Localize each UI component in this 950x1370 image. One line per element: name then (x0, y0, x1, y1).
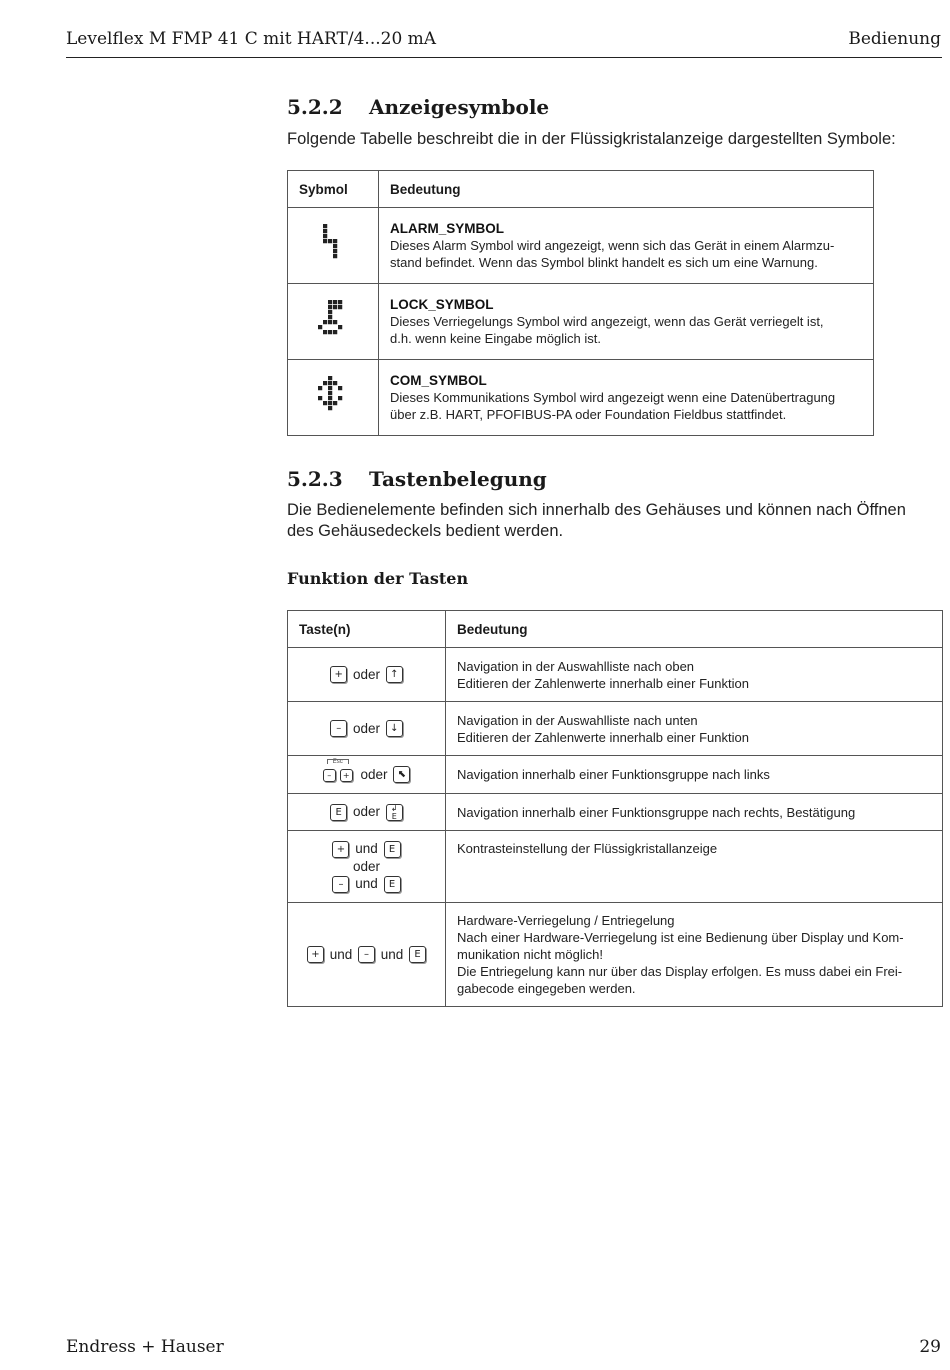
key-text-line: Editieren der Zahlenwerte innerhalb einer Funktion (457, 729, 749, 745)
plus-key-icon: + (330, 666, 347, 683)
keys-connector: oder (352, 804, 381, 820)
symbols-intro: Folgende Tabelle beschreibt die in der Flüssigkristalanzeige dargestellten Symbole: (287, 130, 896, 148)
table-row (288, 360, 874, 436)
keys-connector: oder (352, 666, 381, 682)
enter-key-icon: E (330, 804, 347, 821)
symbol-cell (288, 208, 379, 284)
table-row (288, 702, 943, 756)
key-description (446, 831, 943, 903)
enter-key-icon: E (384, 876, 401, 893)
section-title: Anzeigesymbole (369, 95, 550, 119)
symbol-cell (288, 284, 379, 360)
alarm-symbol-icon (318, 224, 348, 264)
back-key-icon: ⬉ (393, 766, 410, 783)
keys-connector: und (380, 946, 404, 962)
key-description (446, 702, 943, 756)
keys-table (287, 610, 943, 1007)
keys-cell (288, 794, 446, 831)
section-heading-522 (287, 95, 549, 119)
table-row (288, 903, 943, 1007)
table-row (288, 648, 943, 702)
plus-key-icon: + (332, 841, 349, 858)
key-text-line: gabecode eingegeben werden. (457, 981, 636, 996)
arrow-down-key-icon: ↓ (386, 720, 403, 737)
com-symbol-icon (317, 376, 349, 416)
key-text-line: Navigation in der Auswahlliste nach unten (457, 712, 698, 728)
table-header-row (288, 171, 874, 208)
section-number: 5.2.2 (287, 95, 343, 119)
footer-company: Endress + Hauser (66, 1337, 224, 1357)
symbol-name: ALARM_SYMBOL (390, 221, 504, 236)
keys-cell (288, 903, 446, 1007)
key-text-line: Hardware-Verriegelung / Entriegelung (457, 913, 675, 928)
symbol-description (379, 284, 874, 360)
symbol-name: COM_SYMBOL (390, 373, 487, 388)
arrow-up-key-icon: ↑ (386, 666, 403, 683)
table-row (288, 208, 874, 284)
keys-cell (288, 702, 446, 756)
keys-connector: oder (352, 859, 381, 874)
column-header-keys: Taste(n) (288, 611, 446, 648)
column-header-symbol: Sybmol (288, 171, 379, 208)
key-description (446, 794, 943, 831)
section-heading-523 (287, 467, 547, 491)
keys-cell (288, 648, 446, 702)
plus-key-icon: + (307, 946, 324, 963)
key-text-line: munikation nicht möglich! (457, 947, 603, 962)
subheading-key-functions: Funktion der Tasten (287, 569, 469, 588)
page-number: 29 (919, 1337, 941, 1357)
keys-connector: und (355, 841, 378, 857)
enter-confirm-key-icon: ↲ E (386, 804, 403, 821)
keys-connector: und (355, 876, 378, 891)
section-title: Tastenbelegung (369, 467, 547, 491)
key-combo-line (289, 875, 444, 893)
key-combo-line (289, 840, 444, 858)
minus-key-icon: – (330, 720, 347, 737)
symbol-name: LOCK_SYMBOL (390, 297, 494, 312)
running-header-section: Bedienung (848, 29, 941, 49)
symbol-text-line: Dieses Alarm Symbol wird angezeigt, wenn sich das Gerät in einem Alarmzu- (390, 238, 835, 253)
keys-cell (288, 756, 446, 794)
key-text-line: Navigation innerhalb einer Funktionsgruppe nach links (457, 767, 770, 782)
esc-label: Esc (332, 759, 343, 766)
symbol-text-line: Dieses Verriegelungs Symbol wird angezeigt, wenn das Gerät verriegelt ist, (390, 314, 824, 329)
enter-key-icon: E (384, 841, 401, 858)
esc-key-combo-icon (321, 759, 355, 783)
column-header-meaning: Bedeutung (379, 171, 874, 208)
keys-connector: oder (352, 720, 381, 736)
key-description (446, 756, 943, 794)
table-row (288, 794, 943, 831)
minus-key-icon: – (332, 876, 349, 893)
symbol-description (379, 360, 874, 436)
key-description (446, 648, 943, 702)
key-description (446, 903, 943, 1007)
running-header-title: Levelflex M FMP 41 C mit HART/4...20 mA (66, 29, 437, 49)
symbol-text-line: stand befindet. Wenn das Symbol blinkt handelt es sich um eine Warnung. (390, 255, 818, 270)
table-row (288, 756, 943, 794)
symbol-text-line: über z.B. HART, PFOFIBUS-PA oder Foundation Fieldbus stattfindet. (390, 407, 787, 422)
key-text-line: Die Entriegelung kann nur über das Display erfolgen. Es muss dabei ein Frei- (457, 964, 903, 979)
enter-key-icon: E (409, 946, 426, 963)
section-number: 5.2.3 (287, 467, 343, 491)
plus-key-icon: + (340, 769, 353, 782)
minus-key-icon: – (358, 946, 375, 963)
header-rule (66, 57, 942, 58)
symbol-text-line: d.h. wenn keine Eingabe möglich ist. (390, 331, 602, 346)
symbol-text-line: Dieses Kommunikations Symbol wird angezeigt wenn eine Datenübertragung (390, 390, 836, 405)
keys-connector: und (329, 946, 353, 962)
keys-connector: oder (360, 766, 388, 782)
key-text-line: Editieren der Zahlenwerte innerhalb einer Funktion (457, 675, 749, 691)
key-text-line: Nach einer Hardware-Verriegelung ist eine Bedienung über Display und Kom- (457, 930, 904, 945)
esc-bracket (327, 759, 349, 764)
keys-cell (288, 831, 446, 903)
column-header-meaning: Bedeutung (446, 611, 943, 648)
symbols-table (287, 170, 874, 436)
key-text-line: Kontrasteinstellung der Flüssigkristallanzeige (457, 841, 718, 856)
minus-key-icon: – (323, 769, 336, 782)
key-text-line: Navigation in der Auswahlliste nach oben (457, 658, 695, 674)
table-row (288, 284, 874, 360)
table-header-row (288, 611, 943, 648)
lock-symbol-icon (317, 300, 349, 340)
symbol-cell (288, 360, 379, 436)
table-row (288, 831, 943, 903)
key-text-line: Navigation innerhalb einer Funktionsgruppe nach rechts, Bestätigung (457, 804, 856, 820)
symbol-description (379, 208, 874, 284)
keys-intro-line: des Gehäusedeckels bedient werden. (287, 522, 564, 540)
keys-intro-line: Die Bedienelemente befinden sich innerhalb des Gehäuses und können nach Öffnen (287, 501, 906, 519)
